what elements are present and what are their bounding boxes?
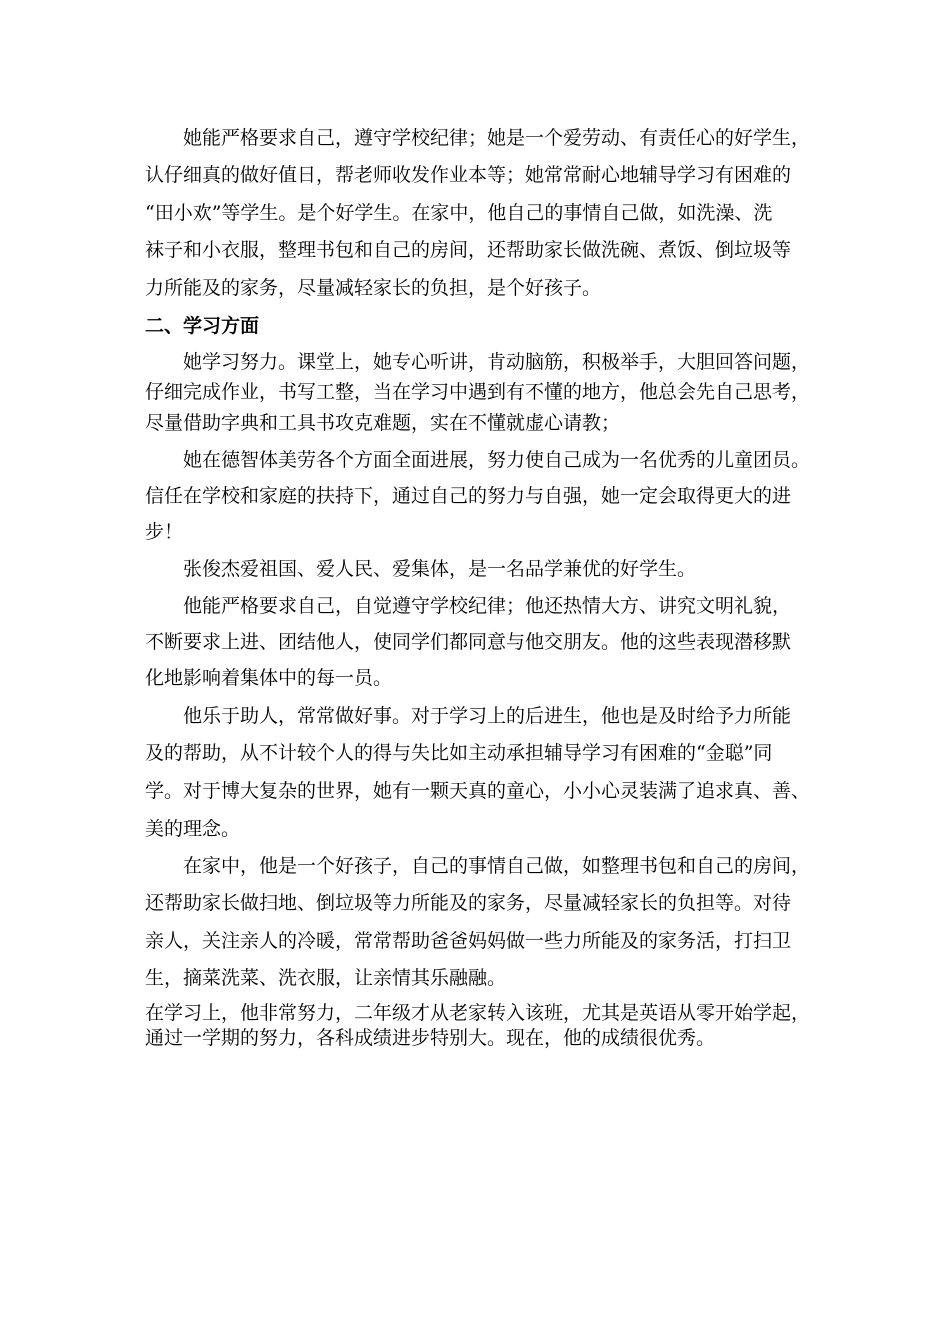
paragraph-line: 她学习努力。课堂上，她专心听讲，肯动脑筋，积极举手，大胆回答问题， [183,351,811,373]
paragraph-line: 学。对于博大复杂的世界，她有一颗天真的童心，小小心灵装满了追求真、善、 [145,780,811,802]
paragraph-line: 及的帮助，从不计较个人的得与失比如主动承担辅导学习有困难的“金聪”同 [145,742,773,764]
section-heading: 二、学习方面 [145,315,260,337]
paragraph-line: 化地影响着集体中的每一员。 [145,667,393,689]
paragraph-line: 不断要求上进、团结他人，使同学们都同意与他交朋友。他的这些表现潜移默 [145,631,792,653]
paragraph-line: 他能严格要求自己，自觉遵守学校纪律；他还热情大方、讲究文明礼貌， [183,595,792,617]
paragraph-line: 袜子和小衣服，整理书包和自己的房间，还帮助家长做洗碗、煮饭、倒垃圾等 [145,239,792,261]
paragraph-line: 仔细完成作业，书写工整，当在学习中遇到有不懂的地方，他总会先自己思考， [145,381,811,403]
paragraph-line: “田小欢”等学生。是个好学生。在家中，他自己的事情自己做，如洗澡、洗 [145,202,773,224]
paragraph-line: 认仔细真的做好值日，帮老师收发作业本等；她常常耐心地辅导学习有困难的 [145,164,792,186]
paragraph-line: 信任在学校和家庭的扶持下，通过自己的努力与自强，她一定会取得更大的进 [145,485,792,507]
paragraph-line: 尽量借助字典和工具书攻克难题，实在不懂就虚心请教； [145,412,621,434]
paragraph-line: 她能严格要求自己，遵守学校纪律；她是一个爱劳动、有责任心的好学生， [183,127,811,149]
paragraph-line: 通过一学期的努力，各科成绩进步特别大。现在，他的成绩很优秀。 [145,1027,716,1049]
paragraph-line: 步！ [145,521,184,543]
paragraph-line: 力所能及的家务，尽量减轻家长的负担，是个好孩子。 [145,277,602,299]
paragraph-line: 美的理念。 [145,818,241,840]
paragraph-line: 在学习上，他非常努力，二年级才从老家转入该班，尤其是英语从零开始学起， [145,1002,811,1024]
paragraph-line: 他乐于助人，常常做好事。对于学习上的后进生，他也是及时给予力所能 [183,705,792,727]
paragraph-line: 在家中，他是一个好孩子，自己的事情自己做，如整理书包和自己的房间， [183,855,811,877]
paragraph-line: 张俊杰爱祖国、爱人民、爱集体，是一名品学兼优的好学生。 [183,558,697,580]
paragraph-line: 她在德智体美劳各个方面全面进展，努力使自己成为一名优秀的儿童团员。 [183,449,811,471]
paragraph-line: 亲人，关注亲人的冷暖，常常帮助爸爸妈妈做一些力所能及的家务活，打扫卫 [145,930,792,952]
paragraph-line: 生，摘菜洗菜、洗衣服，让亲情其乐融融。 [145,967,507,989]
paragraph-line: 还帮助家长做扫地、倒垃圾等力所能及的家务，尽量减轻家长的负担等。对待 [145,892,792,914]
